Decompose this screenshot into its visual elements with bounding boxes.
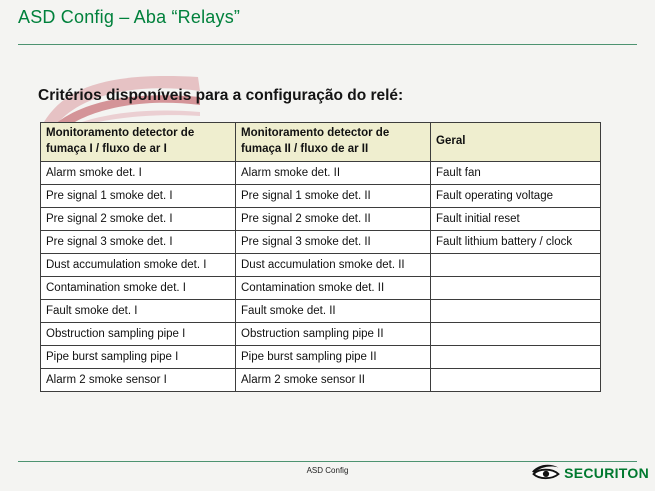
table-cell: Obstruction sampling pipe I — [41, 323, 236, 346]
table-cell — [431, 254, 601, 277]
table-row — [41, 277, 601, 300]
table-cell — [431, 277, 601, 300]
table-cell: Pre signal 2 smoke det. I — [41, 208, 236, 231]
table-row — [41, 208, 601, 231]
table-cell: Fault operating voltage — [431, 185, 601, 208]
table-row — [41, 231, 601, 254]
table-cell: Pre signal 3 smoke det. II — [236, 231, 431, 254]
table-cell: Alarm smoke det. I — [41, 162, 236, 185]
table-cell — [431, 323, 601, 346]
table-cell: Pre signal 1 smoke det. I — [41, 185, 236, 208]
section-heading: Critérios disponíveis para a configuração do relé: — [38, 87, 404, 104]
table-cell: Pipe burst sampling pipe II — [236, 346, 431, 369]
footer-divider-line — [18, 461, 637, 462]
table-cell: Dust accumulation smoke det. II — [236, 254, 431, 277]
table-cell: Fault initial reset — [431, 208, 601, 231]
table-cell: Fault fan — [431, 162, 601, 185]
securiton-logo — [532, 463, 649, 482]
footer-text: ASD Config — [306, 466, 349, 475]
table-row — [41, 162, 601, 185]
slide-title: ASD Config – Aba “Relays” — [18, 7, 241, 27]
table-cell: Alarm 2 smoke sensor II — [236, 369, 431, 392]
table-cell: Pre signal 2 smoke det. II — [236, 208, 431, 231]
table-cell: Pre signal 1 smoke det. II — [236, 185, 431, 208]
table-cell — [431, 369, 601, 392]
table-row — [41, 323, 601, 346]
table-cell: Dust accumulation smoke det. I — [41, 254, 236, 277]
table-cell: Fault smoke det. II — [236, 300, 431, 323]
securiton-eye-icon — [532, 463, 560, 482]
table-row — [41, 254, 601, 277]
column-header-detector1: Monitoramento detector de fumaça I / fluxo de ar I — [41, 123, 236, 162]
table-cell: Contamination smoke det. II — [236, 277, 431, 300]
title-divider-line — [18, 44, 637, 45]
securiton-logo-text: SECURITON — [564, 464, 649, 481]
table-cell: Pre signal 3 smoke det. I — [41, 231, 236, 254]
column-header-detector2: Monitoramento detector de fumaça II / fluxo de ar II — [236, 123, 431, 162]
table-cell: Fault lithium battery / clock — [431, 231, 601, 254]
relay-criteria-table — [40, 122, 601, 392]
table-cell: Alarm 2 smoke sensor I — [41, 369, 236, 392]
table-cell: Pipe burst sampling pipe I — [41, 346, 236, 369]
table-cell: Fault smoke det. I — [41, 300, 236, 323]
table-cell — [431, 300, 601, 323]
table-cell: Alarm smoke det. II — [236, 162, 431, 185]
table-cell: Contamination smoke det. I — [41, 277, 236, 300]
table-row — [41, 346, 601, 369]
table-row — [41, 369, 601, 392]
column-header-general: Geral — [431, 123, 601, 162]
table-cell: Obstruction sampling pipe II — [236, 323, 431, 346]
table-row — [41, 185, 601, 208]
table-header-row — [41, 123, 601, 162]
table-row — [41, 300, 601, 323]
table-cell — [431, 346, 601, 369]
